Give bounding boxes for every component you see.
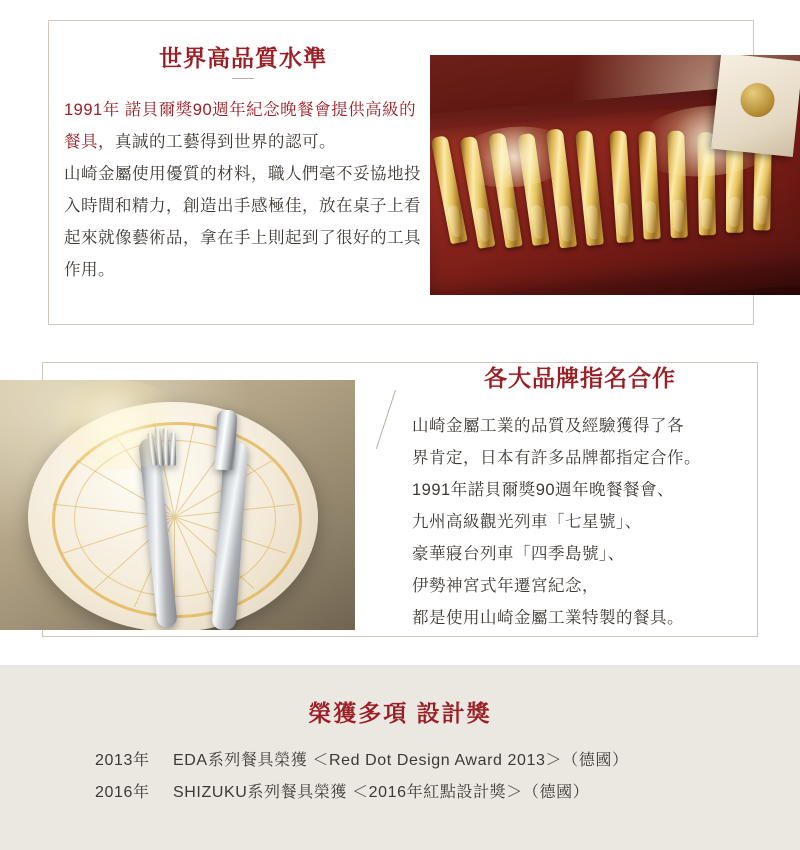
section-awards <box>0 665 800 850</box>
award-item <box>95 747 735 770</box>
brands-line: 山崎金屬工業的品質及經驗獲得了各 <box>412 417 684 435</box>
award-year: 2013年 <box>95 752 150 769</box>
gold-cutlery-photo <box>430 55 800 295</box>
brands-line: 豪華寢台列車「四季島號」、 <box>412 545 625 563</box>
award-year: 2016年 <box>95 784 150 801</box>
highlight-text: 1991年 諾貝爾獎90週年紀念晚餐會提供高級的餐具 <box>64 101 417 151</box>
award-item <box>95 779 735 802</box>
award-text: SHIZUKU系列餐具榮獲 ＜2016年紅點設計獎＞（德國） <box>173 784 590 801</box>
brands-line: 1991年諾貝爾獎90週年晚餐餐會、 <box>412 481 675 499</box>
silver-cutlery-photo <box>0 380 355 630</box>
brands-line: 界肯定，日本有許多品牌都指定合作。 <box>412 449 701 467</box>
section-brands <box>0 340 800 660</box>
section-awards-title: 榮獲多項 設計獎 <box>308 700 492 726</box>
title-divider <box>232 78 254 79</box>
body-text-second: 山崎金屬使用優質的材料，職人們毫不妥協地投入時間和精力，創造出手感極佳，放在桌子上看起來就像藝術品，拿在手上則起到了很好的工具作用。 <box>64 165 421 279</box>
award-text: EDA系列餐具榮獲 ＜Red Dot Design Award 2013＞（德國） <box>173 752 629 769</box>
section-brands-title: 各大品牌指名合作 <box>484 365 676 391</box>
brands-line: 伊勢神宮式年遷宮紀念， <box>412 577 599 595</box>
section-quality-body <box>64 94 424 286</box>
section-quality <box>0 0 800 340</box>
brands-line: 九州高級觀光列車「七星號」、 <box>412 513 642 531</box>
body-text-rest: ，真誠的工藝得到世界的認可。 <box>98 133 336 151</box>
section-brands-body <box>412 410 782 634</box>
section-quality-title: 世界高品質水準 <box>159 45 327 71</box>
brands-line: 都是使用山崎金屬工業特製的餐具。 <box>412 609 684 627</box>
